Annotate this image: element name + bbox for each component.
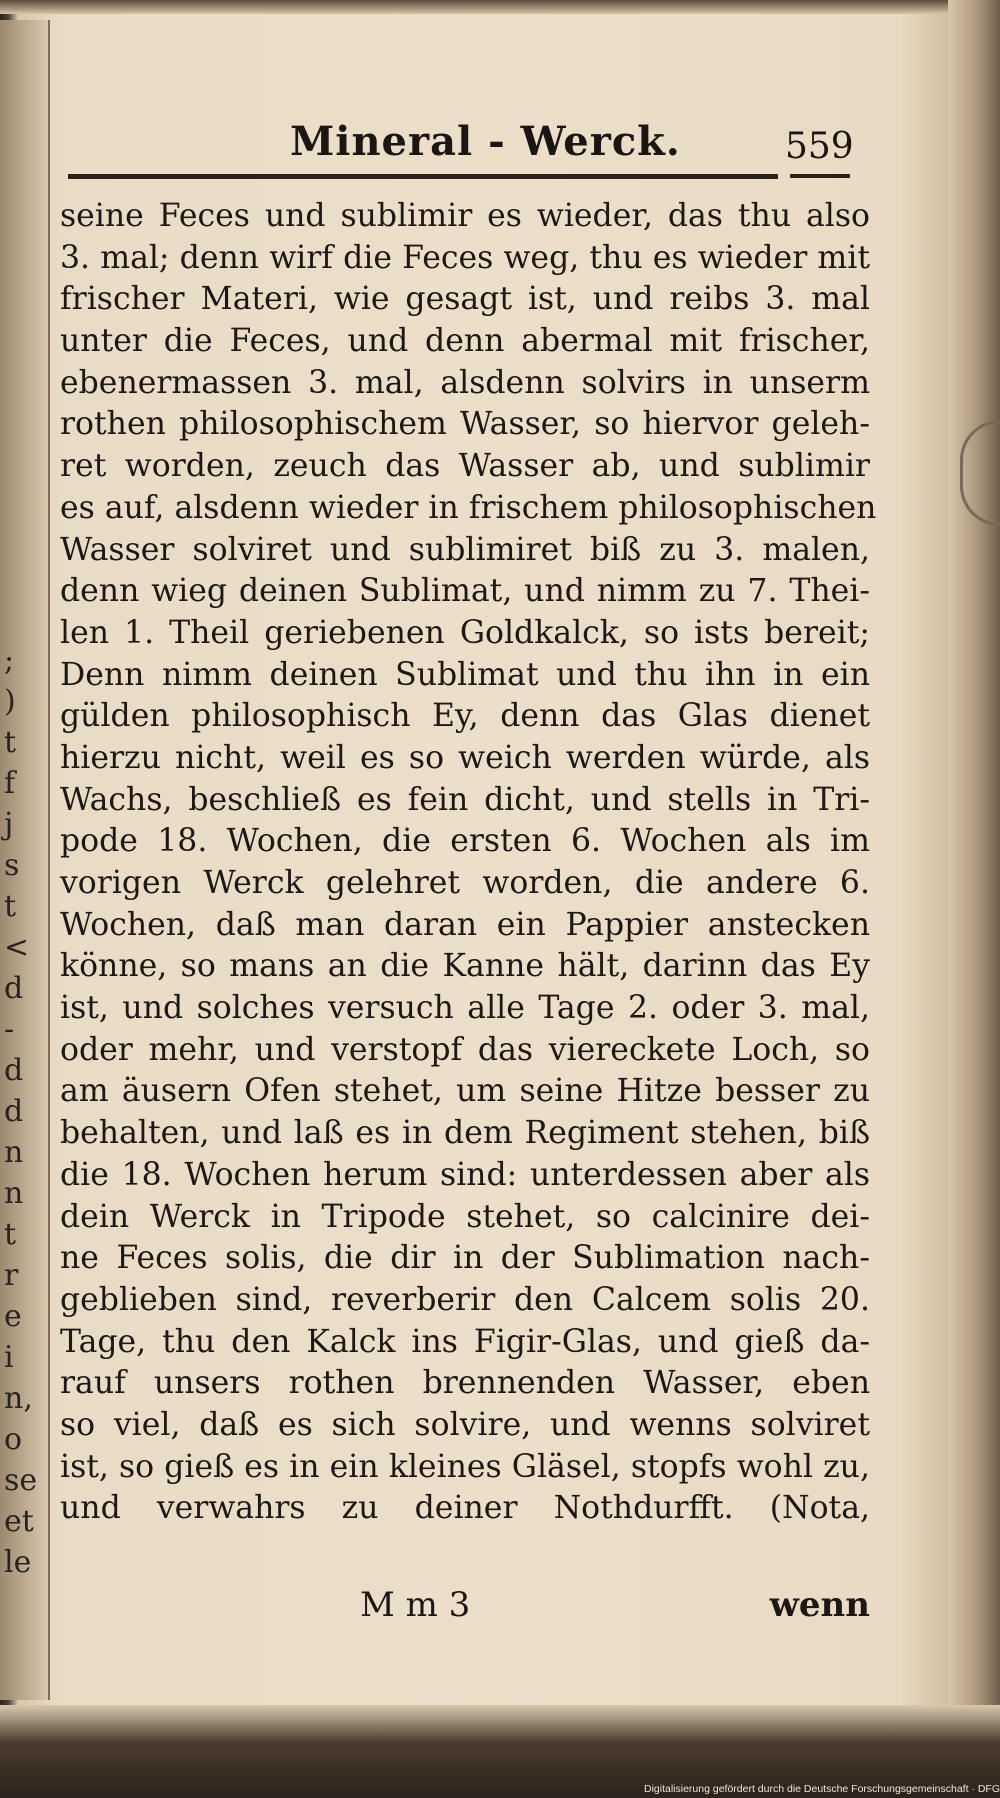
- left-fragment-char: t: [4, 725, 17, 760]
- left-fragment-char: se: [4, 1463, 38, 1498]
- left-fragment-char: e: [4, 1299, 22, 1334]
- text-line: und verwahrs zu deiner Nothdurfft. (Nota,: [60, 1490, 870, 1527]
- left-fragment-char: j: [4, 807, 14, 842]
- text-line: hierzu nicht, weil es so weich werden würde, als: [60, 739, 870, 776]
- left-page-edge: [0, 20, 50, 1700]
- left-fragment-char: le: [4, 1545, 32, 1580]
- header-rule: [68, 174, 778, 179]
- page-header: [60, 118, 940, 178]
- text-line: so viel, daß es sich solvire, und wenns solviret: [60, 1406, 870, 1443]
- top-edge: [0, 0, 1000, 14]
- left-fragment-char: n,: [4, 1381, 33, 1416]
- left-fragment-char: s: [4, 848, 20, 883]
- text-line: Wochen, daß man daran ein Pappier anstecken: [60, 906, 870, 943]
- left-fragment-char: <: [4, 930, 30, 965]
- digitization-credit: Digitalisierung gefördert durch die Deutsche Forschungsgemeinschaft · DFG: [643, 1783, 1000, 1795]
- text-line: ret worden, zeuch das Wasser ab, und sublimir: [60, 448, 870, 485]
- text-line: seine Feces und sublimir es wieder, das thu also: [60, 198, 870, 234]
- left-fragment-char: d: [4, 1053, 24, 1088]
- text-line: die 18. Wochen herum sind: unterdessen aber als: [60, 1156, 870, 1193]
- text-line: len 1. Theil geriebenen Goldkalck, so ists bereit;: [60, 614, 870, 651]
- text-line: oder mehr, und verstopf das viereckete Loch, so: [60, 1031, 870, 1068]
- catchword: wenn: [769, 1585, 870, 1625]
- text-line: rauf unsers rothen brennenden Wasser, eben: [60, 1365, 870, 1402]
- left-fragment-char: ): [4, 684, 16, 719]
- text-line: denn wieg deinen Sublimat, und nimm zu 7. Thei-: [60, 573, 870, 610]
- text-line: unter die Feces, und denn abermal mit frischer,: [60, 323, 870, 360]
- left-fragment-char: d: [4, 1094, 24, 1129]
- text-line: ne Feces solis, die dir in der Sublimation nach-: [60, 1240, 870, 1277]
- left-fragment-char: r: [4, 1258, 19, 1293]
- text-line: gülden philosophisch Ey, denn das Glas dienet: [60, 698, 870, 735]
- left-fragment-char: t: [4, 889, 17, 924]
- left-fragment-char: -: [4, 1012, 15, 1047]
- left-fragment-char: o: [4, 1422, 23, 1457]
- text-line: rothen philosophischem Wasser, so hiervor geleh-: [60, 406, 870, 443]
- text-line: ist, und solches versuch alle Tage 2. oder 3. mal,: [60, 990, 870, 1027]
- page-footer: [60, 1585, 870, 1635]
- left-fragment-char: ;: [4, 643, 15, 678]
- text-line: behalten, und laß es in dem Regiment stehen, biß: [60, 1115, 870, 1152]
- text-line: Tage, thu den Kalck ins Figir-Glas, und gieß da-: [60, 1323, 870, 1360]
- text-line: ebenermassen 3. mal, alsdenn solvirs in unserm: [60, 364, 870, 401]
- text-line: 3. mal; denn wirf die Feces weg, thu es wieder mit: [60, 239, 870, 276]
- text-line: am äusern Ofen stehet, um seine Hitze besser zu: [60, 1073, 870, 1110]
- right-page-edge: [948, 0, 1000, 1710]
- header-rule-short: [790, 174, 850, 178]
- text-line: dein Werck in Tripode stehet, so calcinire dei-: [60, 1198, 870, 1235]
- text-line: frischer Materi, wie gesagt ist, und reibs 3. mal: [60, 281, 870, 318]
- text-line: pode 18. Wochen, die ersten 6. Wochen als im: [60, 823, 870, 860]
- left-fragment-char: et: [4, 1504, 34, 1539]
- text-line: Denn nimm deinen Sublimat und thu ihn in ein: [60, 656, 870, 693]
- text-line: könne, so mans an die Kanne hält, darinn das Ey: [60, 948, 870, 985]
- text-block: [60, 196, 877, 1530]
- text-line: es auf, alsdenn wieder in frischem philosophischen: [60, 489, 877, 526]
- text-line: ist, so gieß es in ein kleines Gläsel, stopfs wohl zu,: [60, 1448, 870, 1485]
- left-fragment-char: f: [4, 766, 16, 801]
- text-line: geblieben sind, reverberir den Calcem solis 20.: [60, 1281, 870, 1318]
- left-fragment-char: n: [4, 1135, 24, 1170]
- left-fragment-char: i: [4, 1340, 14, 1375]
- text-line: Wasser solviret und sublimiret biß zu 3. malen,: [60, 531, 870, 568]
- text-line: Wachs, beschließ es fein dicht, und stells in Tri-: [60, 781, 870, 818]
- running-title: Mineral - Werck.: [290, 118, 681, 165]
- page-number: 559: [785, 126, 854, 167]
- text-line: vorigen Werck gelehret worden, die andere 6.: [60, 865, 870, 901]
- left-fragment-char: d: [4, 971, 24, 1006]
- left-fragment-char: n: [4, 1176, 24, 1211]
- left-page-fragment: [4, 640, 40, 1583]
- signature-mark: M m 3: [360, 1585, 471, 1625]
- left-fragment-char: t: [4, 1217, 17, 1252]
